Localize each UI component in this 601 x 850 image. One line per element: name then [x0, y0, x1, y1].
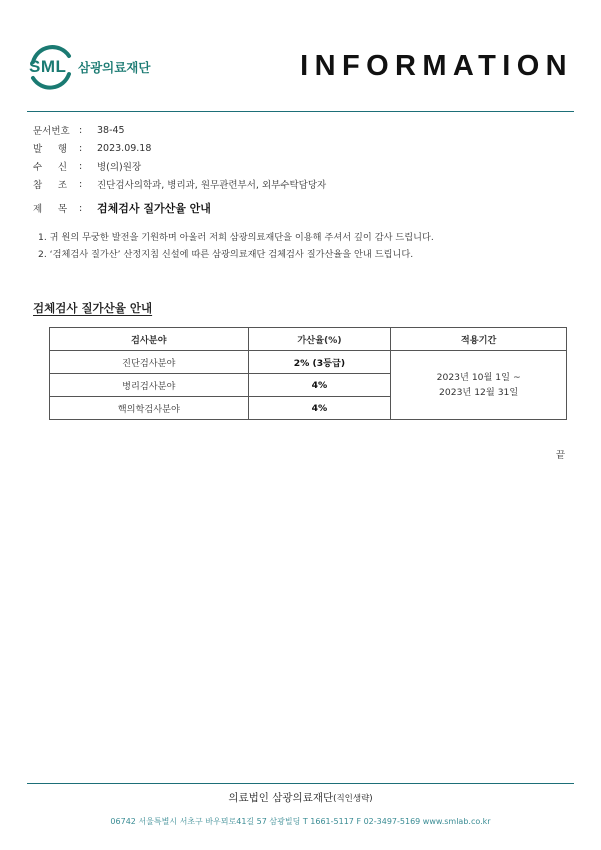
- logo-mark: SML: [29, 57, 67, 76]
- period-start: 2023년 10월 1일 ~: [436, 372, 521, 383]
- body-paragraphs: [38, 229, 434, 263]
- meta-value: 진단검사의학과, 병리과, 원무관련부서, 외부수탁담당자: [97, 180, 327, 191]
- meta-row-doc-number: 문서번호 : 38-45: [33, 124, 125, 137]
- period-end: 2023년 12월 31일: [439, 387, 519, 398]
- meta-row-issue-date: 발 행 : 2023.09.18: [33, 142, 152, 155]
- meta-label-spread: [33, 177, 67, 191]
- logo-name: 삼광의료재단: [78, 60, 151, 75]
- document-subject: 검체검사 질가산율 안내: [97, 202, 211, 215]
- meta-row-reference: 참 조 : 진단검사의학과, 병리과, 원무관련부서, 외부수탁담당자: [33, 178, 327, 191]
- table-row: [50, 351, 567, 374]
- paragraph: 1. 귀 원의 무궁한 발전을 기원하며 아울러 저희 삼광의료재단을 이용해 주셔서 깊이 감사 드립니다.: [38, 232, 434, 243]
- rate-cell: 4%: [248, 374, 391, 397]
- header-divider: [27, 111, 574, 112]
- section-title: 검체검사 질가산율 안내: [33, 301, 153, 315]
- meta-label-char: 참: [33, 180, 43, 191]
- column-header: 가산율(%): [248, 328, 391, 351]
- footer-divider: [27, 783, 574, 784]
- meta-label: 문서번호: [33, 126, 70, 137]
- meta-label-char: 제: [33, 204, 43, 215]
- meta-label-char: 목: [57, 204, 67, 215]
- field-cell: 병리검사분야: [50, 374, 249, 397]
- column-header: 검사분야: [50, 328, 249, 351]
- paragraph: 2. ‘검체검사 질가산’ 산정지침 신설에 따른 삼광의료재단 검체검사 질가산율을 안내 드립니다.: [38, 249, 414, 260]
- rates-table: [49, 327, 567, 420]
- meta-row-subject: 제 목 : 검체검사 질가산율 안내: [33, 202, 211, 215]
- footer-address: 06742 서울특별시 서초구 바우뫼로41길 57 삼광빌딩 T 1661-5117 F 02-3497-5169 www.smlab.co.kr: [110, 817, 491, 826]
- period-cell: [391, 351, 567, 420]
- table-header-row: [50, 328, 567, 351]
- field-cell: 핵의학검사분야: [50, 397, 249, 420]
- meta-label-spread: [33, 201, 67, 215]
- document-meta: [33, 121, 326, 217]
- rate-cell: 2% (3등급): [248, 351, 391, 374]
- meta-value: 2023.09.18: [97, 142, 152, 154]
- column-header: 적용기간: [391, 328, 567, 351]
- seal-omitted-note: (직인생략): [333, 794, 373, 804]
- rate-cell: 4%: [248, 397, 391, 420]
- meta-label-char: 수: [33, 162, 43, 173]
- meta-label-char: 발: [33, 144, 43, 155]
- meta-row-recipient: 수 신 : 병(의)원장: [33, 160, 142, 173]
- field-cell: 진단검사분야: [50, 351, 249, 374]
- meta-value: 병(의)원장: [97, 162, 142, 173]
- meta-label-char: 행: [57, 144, 67, 155]
- organization-name: 의료법인 삼광의료재단: [228, 792, 334, 804]
- meta-label-spread: [33, 141, 67, 155]
- end-mark: 끝: [555, 450, 565, 461]
- meta-label-char: 조: [57, 180, 67, 191]
- footer-organization: [0, 790, 601, 805]
- meta-label-char: 신: [57, 162, 67, 173]
- meta-label-spread: [33, 159, 67, 173]
- meta-value: 38-45: [97, 124, 125, 136]
- page-title: INFORMATION: [300, 50, 573, 82]
